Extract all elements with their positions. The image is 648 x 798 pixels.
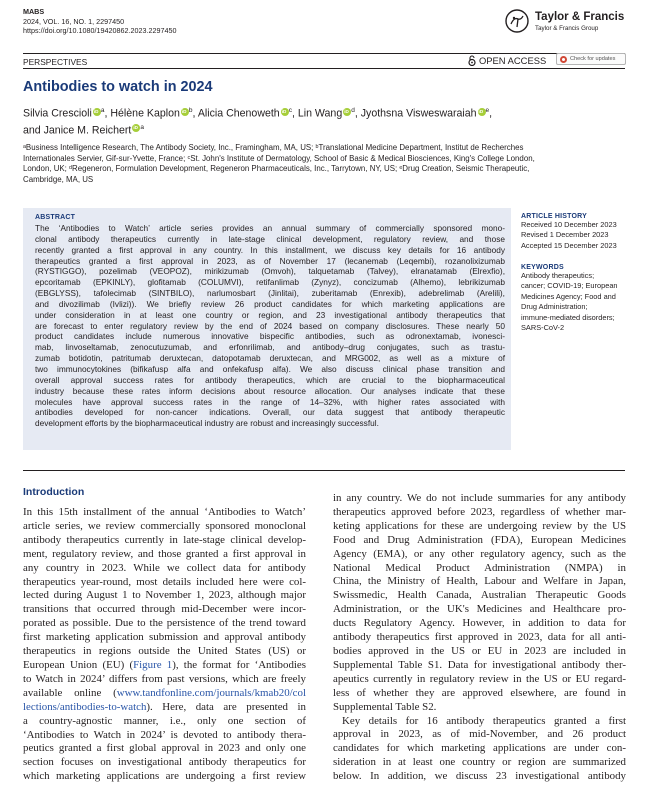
body-line: a country-agnostic manner, i.e., only one section of bbox=[23, 714, 306, 727]
body-line: porated as possible. Due to the persistence of the trend toward bbox=[23, 617, 306, 630]
author-separator: , bbox=[291, 107, 298, 120]
keywords bbox=[521, 264, 618, 333]
affiliation-line: Internationales Servier, Gif-sur-Yvette, France; ᶜSt. John's Institute of Dermatology, School of Basic & Medical Biosciences, King's College London, bbox=[23, 153, 535, 163]
header-rule bbox=[23, 53, 625, 54]
body-line: in any country. We do not include summaries for any antibody bbox=[333, 492, 626, 504]
open-access-badge bbox=[468, 55, 546, 66]
body-column-right bbox=[333, 492, 626, 784]
abstract-line: and divozilimab (Ivlizi)). We briefly review 26 product candidates for which marketing applications are bbox=[35, 298, 505, 309]
history-date: Revised 1 December 2023 bbox=[521, 230, 609, 240]
article-title: Antibodies to watch in 2024 bbox=[23, 79, 213, 95]
abstract-rule bbox=[23, 470, 625, 471]
affiliations bbox=[23, 143, 623, 185]
author-name: Silvia Crescioli bbox=[23, 107, 92, 120]
body-line: transitions that occurred through mid-December were incor- bbox=[23, 603, 306, 616]
body-line: to Watch in 2024’ differs from past versions, which are freely bbox=[23, 672, 306, 685]
body-line: Agency (EMA), or any other regulatory agency, such as the bbox=[333, 547, 626, 560]
article-history bbox=[521, 213, 617, 251]
abstract-line: antibodies developed for non-cancer indications. Overall, our data suggest that antibody therapeutic bbox=[35, 407, 505, 418]
abstract-line: (RYSTIGGO), pozelimab (VEOPOZ), mirikizumab (Omvoh), talquetamab (Talvey), elranatamab (Elrexfio), bbox=[35, 266, 505, 277]
orcid-icon[interactable] bbox=[181, 108, 189, 116]
reference-link[interactable]: www.tandfonline.com/journals/kmab20/col bbox=[116, 686, 306, 699]
body-column-left bbox=[23, 506, 306, 784]
abstract-line: development efforts by the biopharmaceutical industry are robust and increasingly successful. bbox=[35, 418, 379, 429]
body-line: ducts Regulatory Agency. However, in addition to data for bbox=[333, 617, 626, 630]
introduction-heading: Introduction bbox=[23, 486, 85, 498]
body-line: article series, we review commercially sponsored monoclonal bbox=[23, 519, 306, 532]
abstract-line: recently granted a first approval in any country. In this installment, we discuss key details for 16 antibody bbox=[35, 244, 505, 255]
orcid-icon[interactable] bbox=[93, 108, 101, 116]
keywords-heading: KEYWORDS bbox=[521, 264, 564, 271]
body-line: peutics granted a first global approval in 2023 and only one bbox=[23, 742, 306, 755]
body-line: ‘Antibodies to Watch in 2024’ is devoted to antibody thera- bbox=[23, 728, 306, 741]
body-line: section focuses on investigational antibody therapeutics for bbox=[23, 756, 306, 769]
orcid-icon[interactable] bbox=[132, 124, 140, 132]
body-line: below. In addition, we discuss 23 investigational antibody bbox=[333, 770, 626, 783]
abstract-line: therapeutics granted a first approval in 2023, as of November 17 (lecanemab (Leqembi), rozanolixizumab bbox=[35, 255, 505, 266]
keyword-line: Drug Administration; bbox=[521, 302, 588, 312]
body-line: Supplemental Table S2. bbox=[333, 700, 437, 713]
orcid-icon[interactable] bbox=[478, 108, 486, 116]
abstract-line: product candidates include numerous innovative bispecific antibodies, such as odronextamab, ivonesci- bbox=[35, 331, 505, 342]
history-date: Accepted 15 December 2023 bbox=[521, 240, 617, 250]
body-line: Food and Drug Administration (FDA), European Medicines bbox=[333, 533, 626, 546]
author-affiliation-mark: a bbox=[140, 123, 144, 131]
orcid-icon[interactable] bbox=[281, 108, 289, 116]
body-line: National Medical Product Administration (NMPA) in bbox=[333, 561, 626, 574]
body-line: any country in 2023. While we collect data for antibody bbox=[23, 561, 306, 574]
body-line: antibody therapeutics first approved in 2023, data for all anti- bbox=[333, 631, 626, 644]
orcid-icon[interactable] bbox=[343, 108, 351, 116]
check-updates-label: Check for updates bbox=[570, 56, 616, 62]
body-line: therapeutics in regions outside the United States (US) or bbox=[23, 645, 306, 658]
check-updates-icon bbox=[560, 56, 567, 63]
body-line: less of whether they are approved elsewhere, are found in bbox=[333, 686, 626, 699]
abstract-line: overall approval success rates for antibody therapeutics, which are crucial to the biopharmaceutical bbox=[35, 374, 505, 385]
abstract-text bbox=[35, 223, 505, 429]
body-line: Administration, or the UK's Medicines and Healthcare pro- bbox=[333, 603, 626, 616]
author-affiliation-mark: d bbox=[351, 107, 355, 114]
body-line: first marketing application submission and approval antibody bbox=[23, 631, 306, 644]
check-updates-button[interactable] bbox=[556, 53, 626, 65]
body-line: Supplemental Table S1. Data for investigational antibody ther- bbox=[333, 658, 626, 671]
abstract-line: The ‘Antibodies to Watch’ article series provides an annual summary of commercially sponsored mono- bbox=[35, 223, 505, 233]
abstract-line: molecules have approval success rates in the range of 14–32%, with higher rates associated with bbox=[35, 396, 505, 407]
body-line: candidates for which marketing applications are under con- bbox=[333, 742, 626, 755]
body-line: ment, regulatory review, and those granted a first approval in bbox=[23, 547, 306, 560]
publisher-logo-icon bbox=[505, 9, 529, 33]
article-history-dates bbox=[521, 220, 617, 251]
author-separator: , bbox=[104, 107, 111, 120]
body-line: lections/antibodies-to-watch). Here, data are presented in bbox=[23, 700, 306, 713]
author-line-1 bbox=[23, 104, 583, 121]
journal-name: MABS bbox=[23, 7, 45, 16]
author-separator: , bbox=[489, 107, 493, 120]
body-line: available online (www.tandfonline.com/journals/kmab20/col bbox=[23, 686, 306, 699]
author-affiliation-mark: e bbox=[485, 107, 490, 114]
article-history-heading: ARTICLE HISTORY bbox=[521, 213, 588, 220]
reference-link[interactable]: lections/antibodies-to-watch bbox=[23, 700, 147, 713]
body-line: Swissmedic, Health Canada, Australian Therapeutic Goods bbox=[333, 589, 626, 602]
keyword-line: immune-mediated disorders; bbox=[521, 312, 615, 322]
history-date: Received 10 December 2023 bbox=[521, 220, 617, 229]
body-line: antibody therapeutics currently in late-stage clinical develop- bbox=[23, 533, 306, 546]
keyword-line: Medicines Agency; Food and bbox=[521, 291, 616, 301]
body-line: Key details for 16 antibody therapeutics granted a first bbox=[342, 714, 626, 727]
section-rule bbox=[23, 68, 625, 69]
publisher-logo[interactable] bbox=[505, 9, 635, 37]
body-line: sideration in at least one country or region are summarized bbox=[333, 756, 626, 769]
author-name: and Janice M. Reichert bbox=[23, 124, 132, 137]
author-line-2 bbox=[23, 121, 583, 138]
author-name: Alicia Chenoweth bbox=[197, 107, 280, 120]
open-lock-icon bbox=[468, 55, 476, 66]
volume-line: 2024, VOL. 16, NO. 1, 2297450 bbox=[23, 16, 125, 26]
keyword-line: SARS-CoV-2 bbox=[521, 323, 565, 333]
abstract-line: clonal antibody therapeutics currently in late-stage clinical development, regulatory review, and those bbox=[35, 233, 505, 244]
author-affiliation-mark: b bbox=[188, 107, 193, 114]
author-list bbox=[23, 104, 583, 138]
abstract-line: two immunocytokines (bifikafusp alfa and onfekafusp alfa). We also discuss clinical phase transition and bbox=[35, 363, 505, 374]
publisher-name: Taylor & Francis bbox=[535, 11, 625, 23]
body-line: keting applications for these are undergoing review by the US bbox=[333, 519, 626, 532]
keyword-line: Antibody therapeutics; bbox=[521, 271, 595, 280]
author-affiliation-mark: c bbox=[288, 107, 292, 114]
open-access-label: OPEN ACCESS bbox=[479, 55, 547, 66]
affiliation-line: London, UK; ᵈRegeneron, Formulation Development, Regeneron Pharmaceuticals, Inc., Tarrytown, NY, US; ᵉDrug Creation, Seismic Therapeutic, bbox=[23, 164, 530, 174]
abstract-heading: ABSTRACT bbox=[35, 214, 76, 221]
abstract-line: (EBGLYSS), tafolecimab (SINTBILO), narlumosbart (Jinlitai), zuberitamab (Enrexib), adebrelimab (Arelili), bbox=[35, 288, 505, 299]
author-name: Lin Wang bbox=[297, 107, 343, 120]
journal-header bbox=[23, 7, 176, 36]
keywords-list bbox=[521, 271, 618, 333]
body-line: bodies approved in the US or EU in 2023 are included in bbox=[333, 644, 626, 657]
affiliation-line: ᵃBusiness Intelligence Research, The Antibody Society, Inc., Framingham, MA, US; ᵇTranslational Medicine Department, Institut de Recherches bbox=[23, 143, 524, 152]
abstract-line: mab, linvoseltamab, zenocutuzumab, and erfonrilimab, and antibody–drug conjugates, such as trastu- bbox=[35, 342, 505, 353]
body-line: China, the Ministry of Health, Labour and Welfare in Japan, bbox=[333, 575, 626, 588]
author-name: Jyothsna Visweswaraiah bbox=[360, 107, 477, 120]
abstract-line: are forecast to enter regulatory review by the end of 2024 based on company disclosures. These nearly 50 bbox=[35, 320, 505, 331]
reference-link[interactable]: Figure 1 bbox=[133, 658, 173, 671]
author-separator: , bbox=[192, 107, 198, 120]
abstract-line: zumab botidotin, patritumab deruxtecan, datopotamab deruxtecan, and MRG002, as well as a mixture of bbox=[35, 353, 505, 364]
affiliation-line: Cambridge, MA, US bbox=[23, 174, 94, 184]
body-line: therapeutics year-round, most details included here were col- bbox=[23, 575, 306, 588]
abstract-line: under consideration in at least one country or region, and 23 investigational antibody therapeutics that bbox=[35, 309, 505, 320]
author-affiliation-mark: a bbox=[100, 107, 105, 114]
author-name: Hélène Kaplon bbox=[110, 107, 180, 120]
body-line: In this 15th installment of the annual ‘Antibodies to Watch’ bbox=[23, 506, 306, 518]
body-line: which marketing applications are undergoing a first review bbox=[23, 770, 306, 783]
body-line: approval in 2023, as of mid-November, and 26 product bbox=[333, 728, 626, 741]
body-line: European Union (EU) (Figure 1), the format for ‘Antibodies bbox=[23, 658, 306, 671]
abstract-line: epcoritamab (EPKINLY), glofitamab (COLUMVI), retifanlimab (Zynyz), concizumab (Alhemo), lebrikizumab bbox=[35, 277, 505, 288]
keyword-line: cancer; COVID-19; European bbox=[521, 281, 618, 291]
section-label: PERSPECTIVES bbox=[23, 57, 88, 67]
abstract-line: industry because these rates inform decisions about resource allocation. Our analyses indicate that these bbox=[35, 385, 505, 396]
author-separator: , bbox=[354, 107, 361, 120]
body-line: lected during August 1 to November 1, 2023, although major bbox=[23, 589, 306, 602]
doi-link[interactable]: https://doi.org/10.1080/19420862.2023.2297450 bbox=[23, 26, 177, 36]
body-line: apeutics currently in regulatory review in the US or EU regard- bbox=[333, 672, 626, 685]
publisher-subname: Taylor & Francis Group bbox=[535, 25, 599, 32]
body-line: therapeutics approved before 2023, regardless of whether mar- bbox=[333, 505, 626, 518]
